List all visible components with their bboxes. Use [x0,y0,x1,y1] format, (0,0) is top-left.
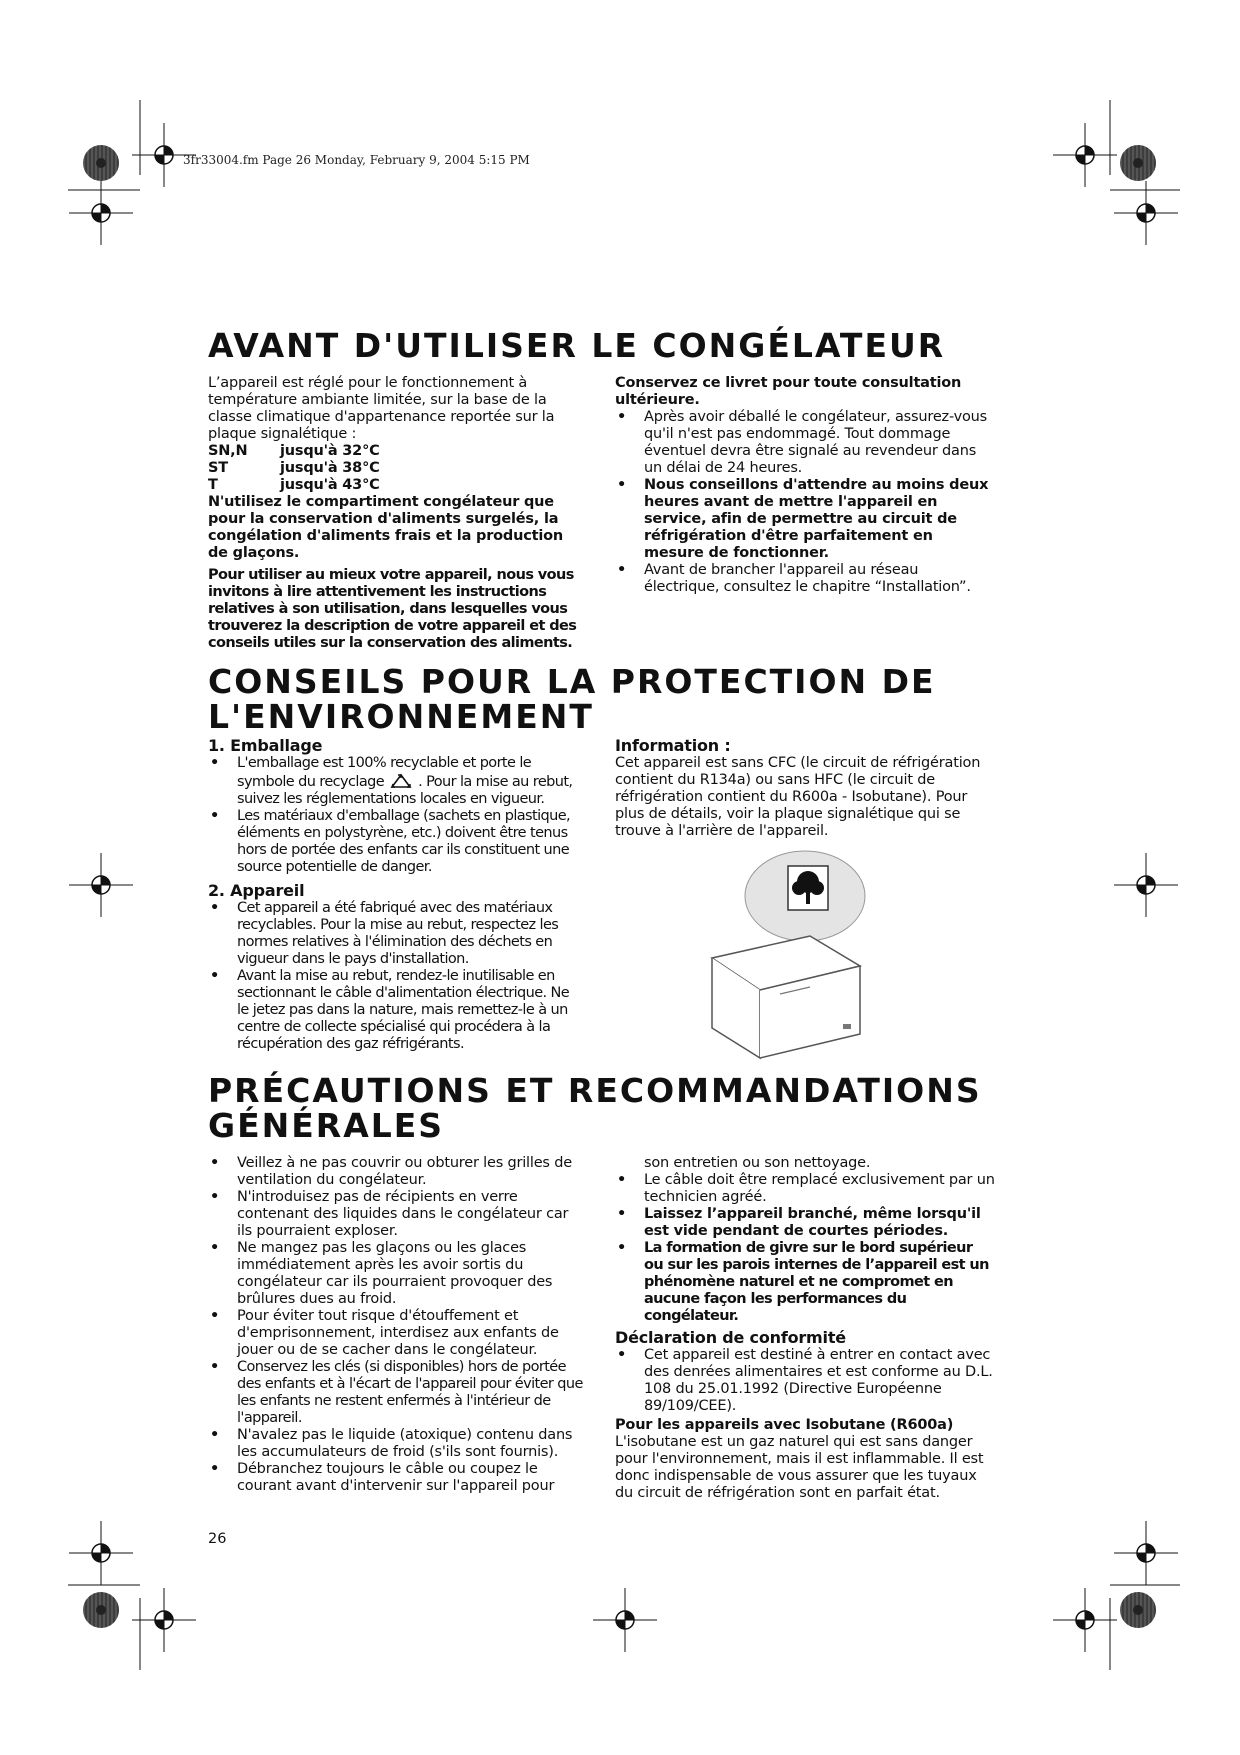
before-use-list [615,409,990,596]
list-item: • Débranchez toujours le câble ou coupez le courant avant d'intervenir sur l'appareil pour [208,1461,583,1495]
isobutane-text: L'isobutane est un gaz naturel qui est sans danger pour l'environnement, mais il est inflammable. Il est donc indispensable de vous assurer que les tuyaux du circuit de réfrigération sont en parfait état. [615,1434,984,1501]
section1-left-column [208,375,578,652]
section-title-environment: CONSEILS POUR LA PROTECTION DE L'ENVIRONNEMENT [208,662,936,736]
information-heading: Information : [615,736,731,755]
list-item: • Pour éviter tout risque d'étouffement et d'emprisonnement, interdisez aux enfants de jouer ou de se cacher dans le congélateur. [208,1308,583,1359]
section3-left-column [208,1155,583,1495]
list-item: • Avant la mise au rebut, rendez-le inutilisable en sectionnant le câble d'alimentation électrique. Ne le jetez pas dans la nature, mais remettez-le à un centre de collecte spécialisé qui procédera à la récupération des gaz réfrigérants. [208,968,583,1053]
registration-target-icon [69,853,133,917]
usage-warning: N'utilisez le compartiment congélateur que pour la conservation d'aliments surgelés, la congélation d'aliments frais et la production de glaçons. [208,494,563,561]
registration-target-icon [132,1588,196,1652]
registration-target-icon [69,181,133,245]
section3-right-column [615,1155,995,1502]
packaging-heading: 1. Emballage [208,736,323,755]
registration-target-icon [593,1588,657,1652]
list-item: • Nous conseillons d'attendre au moins deux heures avant de mettre l'appareil en service, afin de permettre au circuit de réfrigération d'être parfaitement en mesure de fonctionner. [615,477,990,562]
list-item: • Cet appareil est destiné à entrer en contact avec des denrées alimentaires et est conforme au D.L. 108 du 25.01.1992 (Directive Européenne 89/109/CEE). [615,1347,995,1415]
usage-advice: Pour utiliser au mieux votre appareil, nous vous invitons à lire attentivement les instructions relatives à son utilisation, dans lesquelles vous trouverez la description de votre appareil et des conseils utiles sur la conservation des aliments. [208,567,577,651]
registration-target-icon [1114,181,1178,245]
packaging-list [208,755,583,876]
appliance-heading: 2. Appareil [208,881,305,900]
list-item: • Laissez l’appareil branché, même lorsqu'il est vide pendant de courtes périodes. [615,1206,995,1240]
keep-booklet-note: Conservez ce livret pour toute consultation ultérieure. [615,375,962,408]
registration-starburst-icon [83,1592,119,1628]
list-item: • Les matériaux d'emballage (sachets en plastique, éléments en polystyrène, etc.) doivent être tenus hors de portée des enfants car ils constituent une source potentielle de danger. [208,808,583,876]
section2-right-column [615,737,990,840]
list-item: • Avant de brancher l'appareil au réseau électrique, consultez le chapitre “Installation”. [615,562,990,596]
registration-target-icon [1114,853,1178,917]
list-item: • Après avoir déballé le congélateur, assurez-vous qu'il n'est pas endommagé. Tout dommage éventuel devra être signalé au revendeur dans un délai de 24 heures. [615,409,990,477]
registration-starburst-icon [83,145,119,181]
list-item: • Cet appareil a été fabriqué avec des matériaux recyclables. Pour la mise au rebut, respectez les normes relatives à l'élimination des déchets en vigueur dans le pays d'installation. [208,900,583,968]
section1-right-column [615,375,990,596]
list-item: • N'introduisez pas de récipients en verre contenant des liquides dans le congélateur car ils pourraient exploser. [208,1189,583,1240]
list-item: • La formation de givre sur le bord supérieur ou sur les parois internes de l’appareil est un phénomène naturel et ne compromet en aucune façon les performances du congélateur. [615,1240,995,1325]
registration-starburst-icon [1120,145,1156,181]
file-header: 3fr33004.fm Page 26 Monday, February 9, 2004 5:15 PM [183,153,530,167]
climate-class-table [208,443,380,494]
list-item: • Le câble doit être remplacé exclusivement par un technicien agréé. [615,1172,995,1206]
appliance-list [208,900,583,1053]
registration-target-icon [69,1521,133,1585]
registration-starburst-icon [1120,1592,1156,1628]
climate-row: T jusqu'à 43°C [208,477,380,493]
list-item: • L'emballage est 100% recyclable et porte le symbole du recyclage . Pour la mise au rebut, suivez les réglementations locales en vigueur. [208,755,583,808]
chest-freezer-illustration [700,848,875,1063]
list-item: • Conservez les clés (si disponibles) hors de portée des enfants et à l'écart de l'appareil pour éviter que les enfants ne restent enfermés à l'intérieur de l'appareil. [208,1359,583,1427]
conformity-heading: Déclaration de conformité [615,1328,846,1347]
continuation-text: son entretien ou son nettoyage. [644,1155,871,1171]
isobutane-heading: Pour les appareils avec Isobutane (R600a) [615,1417,954,1433]
precautions-list [208,1155,583,1495]
conformity-list [615,1347,995,1415]
section-title-precautions: PRÉCAUTIONS ET RECOMMANDATIONS GÉNÉRALES [208,1071,982,1145]
list-item: • Veillez à ne pas couvrir ou obturer les grilles de ventilation du congélateur. [208,1155,583,1189]
section2-left-column [208,737,583,1053]
information-text: Cet appareil est sans CFC (le circuit de réfrigération contient du R134a) ou sans HFC (le circuit de réfrigération contient du R600a - Isobutane). Pour plus de détails, voir la plaque signalétique qui se trouve à l'arrière de l'appareil. [615,755,981,839]
precautions-list-continued [615,1172,995,1325]
intro-paragraph: L’appareil est réglé pour le fonctionnement à température ambiante limitée, sur la base de la classe climatique d'appartenance reportée sur la plaque signalétique : [208,375,555,442]
list-item: • Ne mangez pas les glaçons ou les glaces immédiatement après les avoir sortis du congélateur car ils pourraient provoquer des brûlures dues au froid. [208,1240,583,1308]
recycle-icon [388,772,414,790]
climate-row: SN,N jusqu'à 32°C [208,443,380,459]
climate-row: ST jusqu'à 38°C [208,460,380,476]
registration-target-icon [1053,123,1117,187]
registration-target-icon [1114,1521,1178,1585]
section-title-before-use: AVANT D'UTILISER LE CONGÉLATEUR [208,326,946,365]
page-number: 26 [208,1531,227,1547]
registration-target-icon [1053,1588,1117,1652]
list-item: • N'avalez pas le liquide (atoxique) contenu dans les accumulateurs de froid (s'ils sont fournis). [208,1427,583,1461]
